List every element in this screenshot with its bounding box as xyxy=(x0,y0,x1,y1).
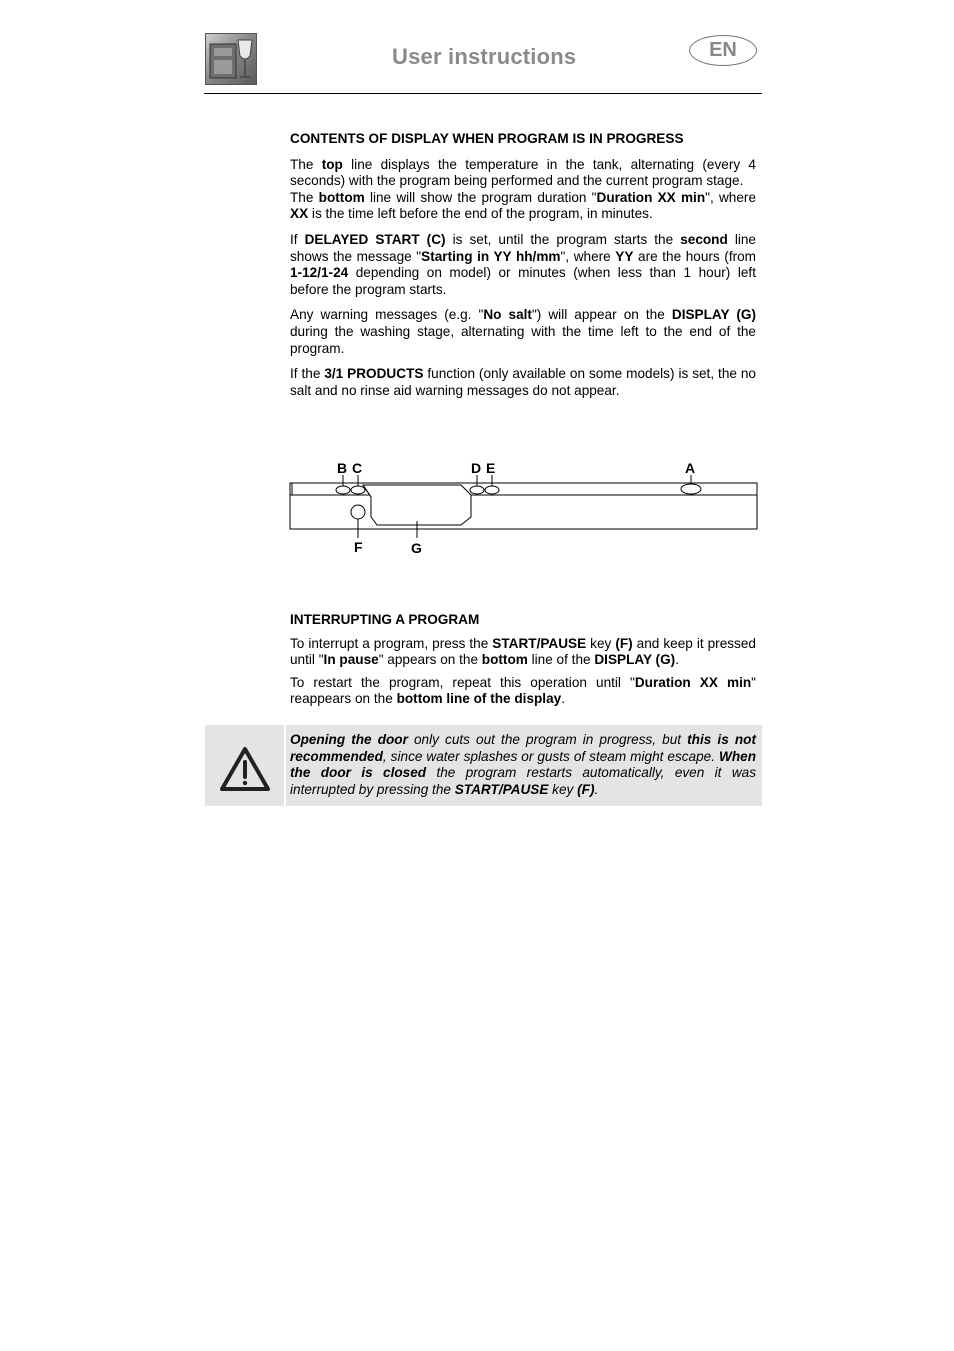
button-e xyxy=(485,486,499,494)
warning-icon-cell xyxy=(205,725,284,806)
language-badge: EN xyxy=(689,35,757,66)
paragraph-top-line: The top line displays the temperature in the tank, alternating (every 4 seconds) with the program being performed and the current program stage. xyxy=(290,156,756,189)
label-a: A xyxy=(685,460,696,476)
button-d xyxy=(470,486,484,494)
button-f-start-pause xyxy=(351,505,365,519)
label-g: G xyxy=(411,540,422,556)
label-c: C xyxy=(352,460,363,476)
paragraph-restart: To restart the program, repeat this operation until "Duration XX min" reappears on the bottom line of the display. xyxy=(290,674,756,707)
control-panel-diagram xyxy=(285,455,765,560)
paragraph-warning-messages: Any warning messages (e.g. "No salt") will appear on the DISPLAY (G) during the washing stage, alternating with the time left to the end of the program. xyxy=(290,307,756,356)
warning-text: Opening the door only cuts out the program in progress, but this is not recommended, since water splashes or gusts of steam might escape. When the door is closed the program restarts automatically, even it was interrupted by pressing the START/PAUSE key (F). xyxy=(286,725,762,806)
paragraph-interrupt: To interrupt a program, press the START/PAUSE key (F) and keep it pressed until "In pause" appears on the bottom line of the DISPLAY (G). xyxy=(290,635,756,668)
page-title: User instructions xyxy=(392,44,577,69)
label-b: B xyxy=(337,460,348,476)
warning-triangle-icon xyxy=(205,725,284,806)
label-f: F xyxy=(354,539,363,555)
button-b xyxy=(336,486,350,494)
dishwasher-glass-logo-icon xyxy=(205,33,257,85)
paragraph-delayed-start: If DELAYED START (C) is set, until the program starts the second line shows the message "Starting in YY hh/mm", where YY are the hours (from 1-12/1-24 depending on model) or minutes (when less than 1 hour) left before the program starts. xyxy=(290,231,757,297)
header-divider xyxy=(204,93,762,94)
button-a xyxy=(681,484,701,494)
warning-box xyxy=(205,725,762,806)
display-window xyxy=(363,485,471,525)
paragraph-products-function: If the 3/1 PRODUCTS function (only available on some models) is set, the no salt and no rinse aid warning messages do not appear. xyxy=(290,366,756,398)
section-interrupting-program xyxy=(290,612,756,708)
label-e: E xyxy=(486,460,496,476)
section-program-in-progress xyxy=(290,131,756,399)
section-heading: CONTENTS OF DISPLAY WHEN PROGRAM IS IN PROGRESS xyxy=(290,131,684,146)
paragraph-bottom-line: The bottom line will show the program duration "Duration XX min", where XX is the time left before the end of the program, in minutes. xyxy=(290,189,757,222)
section-heading: INTERRUPTING A PROGRAM xyxy=(290,612,480,627)
button-c xyxy=(351,486,365,494)
label-d: D xyxy=(471,460,482,476)
